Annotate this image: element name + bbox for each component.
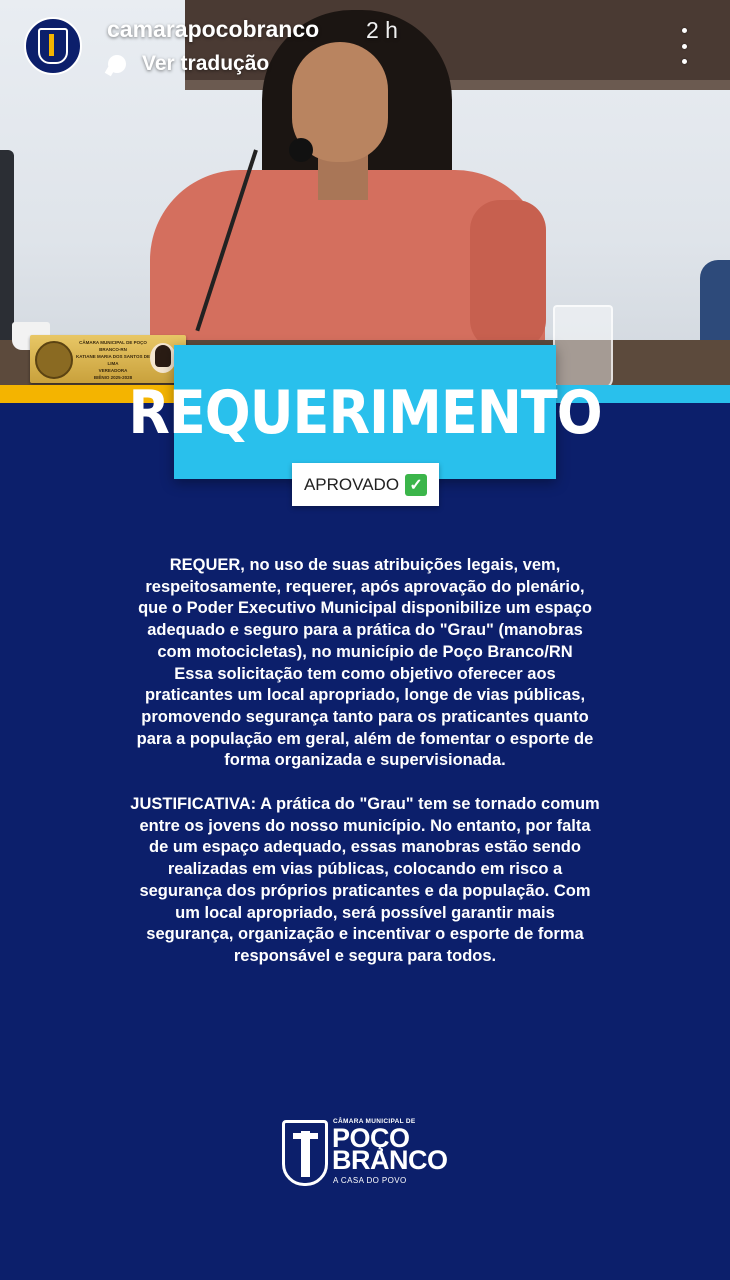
dot-icon bbox=[682, 59, 687, 64]
shield-logo-icon bbox=[38, 28, 68, 64]
nameplate-line2: KATIANE MARIA DOS SANTOS DE LIMA bbox=[76, 354, 150, 366]
water-glass bbox=[553, 305, 613, 389]
nameplate-line4: BIÊNIO 2025-2028 bbox=[93, 375, 133, 380]
paragraph-spacer bbox=[130, 772, 600, 794]
nameplate-text bbox=[74, 339, 152, 381]
nameplate-line1: CÂMARA MUNICIPAL DE POÇO BRANCO-RN bbox=[79, 340, 147, 352]
speech-bubble-icon[interactable] bbox=[108, 55, 126, 73]
seal-icon bbox=[35, 341, 73, 379]
shield-icon bbox=[282, 1120, 328, 1186]
nameplate-photo bbox=[150, 343, 176, 373]
story-header bbox=[0, 0, 730, 90]
post-time: 2 h bbox=[366, 17, 398, 43]
nameplate bbox=[30, 335, 186, 383]
page-title: REQUERIMENTO bbox=[128, 377, 602, 447]
logo-tagline: A CASA DO POVO bbox=[333, 1176, 407, 1185]
request-paragraph-1: REQUER, no uso de suas atribuições legais, vem, respeitosamente, requerer, após aprovação do plenário, que o Poder Executivo Municipal disponibilize um espaço adequado e seguro para a prática do "Grau" (manobras com motocicletas), no município de Poço Branco/RN bbox=[138, 556, 592, 661]
justification-paragraph: JUSTIFICATIVA: A prática do "Grau" tem se tornado comum entre os jovens do nosso município. No entanto, por falta de um espaço adequado, essas manobras estão sendo realizadas em vias públicas, colocando em risco a segurança dos próprios praticantes e da população. Com um local apropriado, será possível garantir mais segurança, organização e incentivar o esporte de forma responsável e segura para todos. bbox=[130, 795, 600, 965]
councilwoman-arm bbox=[470, 200, 546, 350]
microphone-icon bbox=[289, 138, 313, 162]
request-paragraph-2: Essa solicitação tem como objetivo oferecer aos praticantes um local apropriado, longe de vias públicas, promovendo segurança tanto para os praticantes quanto para a população em geral, além de fomentar o esporte de forma organizada e supervisionada. bbox=[136, 664, 594, 770]
status-badge bbox=[292, 463, 439, 506]
profile-avatar[interactable] bbox=[24, 17, 82, 75]
request-body bbox=[130, 555, 600, 968]
translate-link[interactable]: Ver tradução bbox=[142, 52, 270, 75]
more-options-button[interactable] bbox=[672, 28, 696, 64]
chair bbox=[0, 150, 14, 350]
dot-icon bbox=[682, 28, 687, 33]
username-link[interactable]: camarapocobranco bbox=[107, 16, 320, 42]
logo-caption: CÂMARA MUNICIPAL DE bbox=[333, 1118, 416, 1125]
nameplate-line3: VEREADORA bbox=[98, 368, 128, 373]
camara-logo bbox=[282, 1118, 452, 1190]
title-banner bbox=[128, 345, 602, 479]
check-mark-icon: ✓ bbox=[405, 474, 427, 496]
logo-word-2: BRANCO bbox=[332, 1145, 448, 1175]
logo-word-1: POÇO bbox=[332, 1123, 410, 1153]
status-label: APROVADO bbox=[303, 474, 400, 494]
dot-icon bbox=[682, 44, 687, 49]
